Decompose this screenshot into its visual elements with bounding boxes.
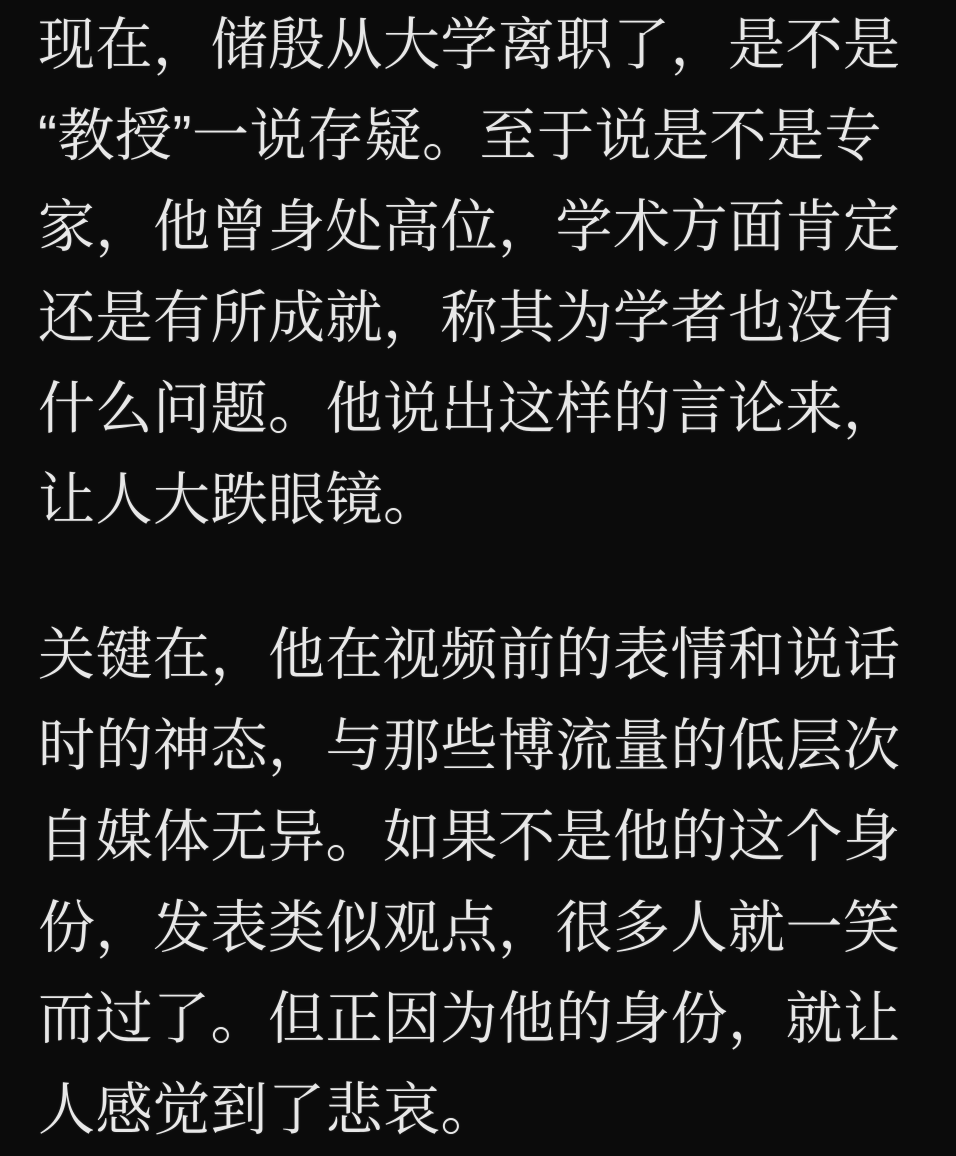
text-line: 让人大跌眼镜。 bbox=[38, 468, 441, 532]
text-line: 份，发表类似观点，很多人就一笑 bbox=[38, 896, 901, 960]
paragraph-1 bbox=[38, 0, 938, 546]
text-line: 还是有所成就，称其为学者也没有 bbox=[38, 286, 901, 350]
text-line: 时的神态，与那些博流量的低层次 bbox=[38, 714, 901, 778]
text-line: 家，他曾身处高位，学术方面肯定 bbox=[38, 195, 901, 259]
text-line: 自媒体无异。如果不是他的这个身 bbox=[38, 805, 901, 869]
text-line: 现在，储殷从大学离职了，是不是 bbox=[38, 13, 901, 77]
text-line: 人感觉到了悲哀。 bbox=[38, 1078, 498, 1142]
text-line: 什么问题。他说出这样的言论来， bbox=[38, 377, 901, 441]
text-line: 而过了。但正因为他的身份，就让 bbox=[38, 987, 901, 1051]
text-line: 关键在，他在视频前的表情和说话 bbox=[38, 623, 901, 687]
text-line: “教授”一说存疑。至于说是不是专 bbox=[38, 104, 882, 168]
paragraph-2 bbox=[38, 610, 938, 1156]
